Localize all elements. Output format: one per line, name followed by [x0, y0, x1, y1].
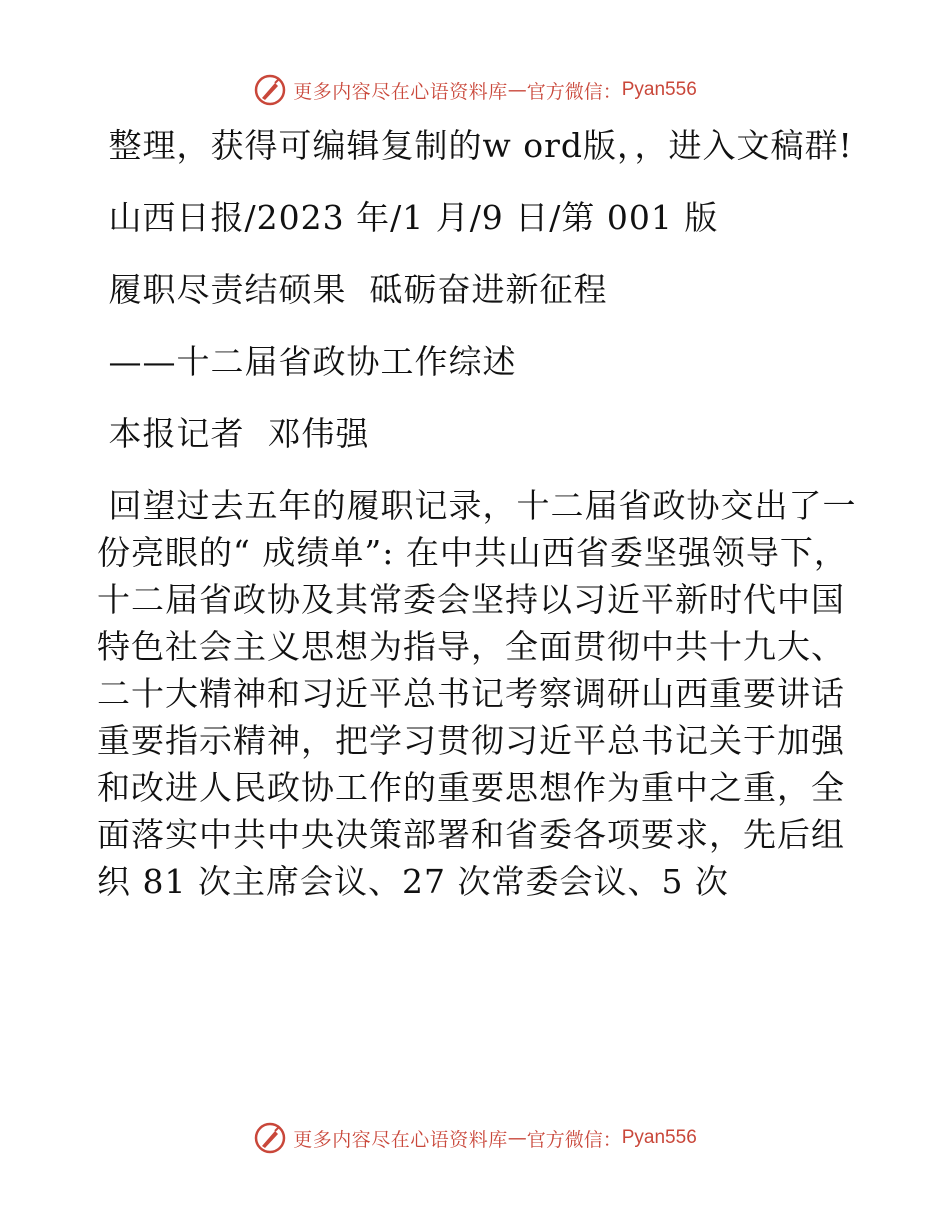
banner-wechat-id: Pyan556 [621, 79, 697, 100]
pen-circle-logo-icon [253, 73, 287, 107]
byline: 本报记者 邓伟强 [97, 414, 370, 453]
banner-dash: — [507, 79, 527, 101]
banner-lead-text: 更多内容尽在心语资料库 [293, 80, 508, 103]
header-watermark-banner [0, 70, 950, 110]
banner-tail-text: 官方微信： [526, 80, 622, 103]
banner-lead-text: 更多内容尽在心语资料库 [293, 1128, 508, 1151]
document-body [97, 122, 857, 905]
body-paragraph: 回望过去五年的履职记录，十二届省政协交出了一份亮眼的“ 成绩单”: 在中共山西省委坚强领导下，十二届省政协及其常委会坚持以习近平新时代中国特色社会主义思想为指导，全面贯彻中共十九大、二十大精神和习近平总书记考察调研山西重要讲话重要指示精神，把学习贯彻习近平总书记关于加强和改进人民政协工作的重要思想作为重中之重，全面落实中共中央决策部署和省委各项要求，先后组织 81 次主席会议、27 次常委会议、5 次 [97, 486, 857, 901]
article-subtitle: ——十二届省政协工作综述 [97, 342, 517, 381]
banner-wechat-id: Pyan556 [621, 1127, 697, 1148]
pen-circle-logo-icon [253, 1121, 287, 1155]
banner-dash: — [507, 1127, 527, 1149]
footer-watermark-banner [0, 1118, 950, 1158]
source-line: 山西日报/2023 年/1 月/9 日/第 001 版 [97, 198, 719, 237]
banner-tail-text: 官方微信： [526, 1128, 622, 1151]
article-title: 履职尽责结硕果 砥砺奋进新征程 [97, 270, 608, 309]
intro-note-paragraph: 整理，获得可编辑复制的w ord版，，进入文稿群! [97, 126, 853, 165]
